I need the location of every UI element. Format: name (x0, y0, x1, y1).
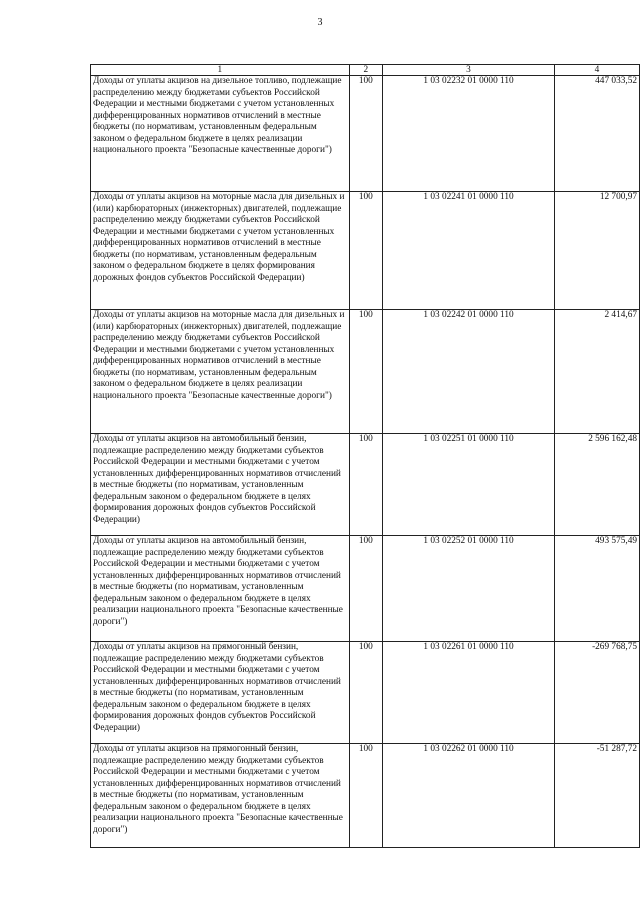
revenue-amount: 447 033,52 (555, 76, 640, 192)
revenue-amount: -51 287,72 (555, 744, 640, 848)
budget-classification-code: 1 03 02262 01 0000 110 (383, 744, 555, 848)
table-row (91, 536, 640, 642)
revenue-amount: 2 414,67 (555, 310, 640, 434)
table-row (91, 310, 640, 434)
table-row (91, 76, 640, 192)
revenue-description: Доходы от уплаты акцизов на дизельное топливо, подлежащие распределению между бюджетами субъектов Российской Федерации и местными бюджетами с учетом установленных дифференцированных нормативов отчислений в местные бюджеты (по нормативам, установленным федеральным законом о федеральном бюджете в целях реализации национального проекта "Безопасные качественные дороги") (91, 76, 350, 192)
revenue-table (90, 64, 640, 848)
budget-classification-code: 1 03 02232 01 0000 110 (383, 76, 555, 192)
revenue-description: Доходы от уплаты акцизов на моторные масла для дизельных и (или) карбюраторных (инжекторных) двигателей, подлежащие распределению между бюджетами субъектов Российской Федерации и местными бюджетами с учетом установленных дифференцированных нормативов отчислений в местные бюджеты (по нормативам, установленным федеральным законом о федеральном бюджете в целях формирования дорожных фондов субъектов Российской Федерации) (91, 192, 350, 310)
revenue-description: Доходы от уплаты акцизов на прямогонный бензин, подлежащие распределению между бюджетами субъектов Российской Федерации и местными бюджетами с учетом установленных дифференцированных нормативов отчислений в местные бюджеты (по нормативам, установленным федеральным законом о федеральном бюджете в целях реализации национального проекта "Безопасные качественные дороги") (91, 744, 350, 848)
revenue-amount: 493 575,49 (555, 536, 640, 642)
table-row (91, 642, 640, 744)
table-row (91, 744, 640, 848)
administrator-code: 100 (349, 744, 382, 848)
column-header: 4 (555, 65, 640, 76)
administrator-code: 100 (349, 642, 382, 744)
administrator-code: 100 (349, 310, 382, 434)
column-header: 3 (383, 65, 555, 76)
column-header: 1 (91, 65, 350, 76)
budget-classification-code: 1 03 02252 01 0000 110 (383, 536, 555, 642)
budget-classification-code: 1 03 02261 01 0000 110 (383, 642, 555, 744)
revenue-amount: -269 768,75 (555, 642, 640, 744)
administrator-code: 100 (349, 76, 382, 192)
budget-classification-code: 1 03 02241 01 0000 110 (383, 192, 555, 310)
revenue-amount: 12 700,97 (555, 192, 640, 310)
table-row (91, 192, 640, 310)
revenue-description: Доходы от уплаты акцизов на моторные масла для дизельных и (или) карбюраторных (инжекторных) двигателей, подлежащие распределению между бюджетами субъектов Российской Федерации и местными бюджетами с учетом установленных дифференцированных нормативов отчислений в местные бюджеты (по нормативам, установленным федеральным законом о федеральном бюджете в целях реализации национального проекта "Безопасные качественные дороги") (91, 310, 350, 434)
revenue-description: Доходы от уплаты акцизов на автомобильный бензин, подлежащие распределению между бюджетами субъектов Российской Федерации и местными бюджетами с учетом установленных дифференцированных нормативов отчислений в местные бюджеты (по нормативам, установленным федеральным законом о федеральном бюджете в целях формирования дорожных фондов субъектов Российской Федерации) (91, 434, 350, 536)
administrator-code: 100 (349, 192, 382, 310)
administrator-code: 100 (349, 536, 382, 642)
table-row (91, 434, 640, 536)
administrator-code: 100 (349, 434, 382, 536)
revenue-description: Доходы от уплаты акцизов на автомобильный бензин, подлежащие распределению между бюджетами субъектов Российской Федерации и местными бюджетами с учетом установленных дифференцированных нормативов отчислений в местные бюджеты (по нормативам, установленным федеральным законом о федеральном бюджете в целях реализации национального проекта "Безопасные качественные дороги") (91, 536, 350, 642)
revenue-description: Доходы от уплаты акцизов на прямогонный бензин, подлежащие распределению между бюджетами субъектов Российской Федерации и местными бюджетами с учетом установленных дифференцированных нормативов отчислений в местные бюджеты (по нормативам, установленным федеральным законом о федеральном бюджете в целях формирования дорожных фондов субъектов Российской Федерации) (91, 642, 350, 744)
budget-classification-code: 1 03 02242 01 0000 110 (383, 310, 555, 434)
budget-classification-code: 1 03 02251 01 0000 110 (383, 434, 555, 536)
page-number: 3 (317, 17, 323, 28)
revenue-amount: 2 596 162,48 (555, 434, 640, 536)
table-header-row (91, 65, 640, 76)
column-header: 2 (349, 65, 382, 76)
